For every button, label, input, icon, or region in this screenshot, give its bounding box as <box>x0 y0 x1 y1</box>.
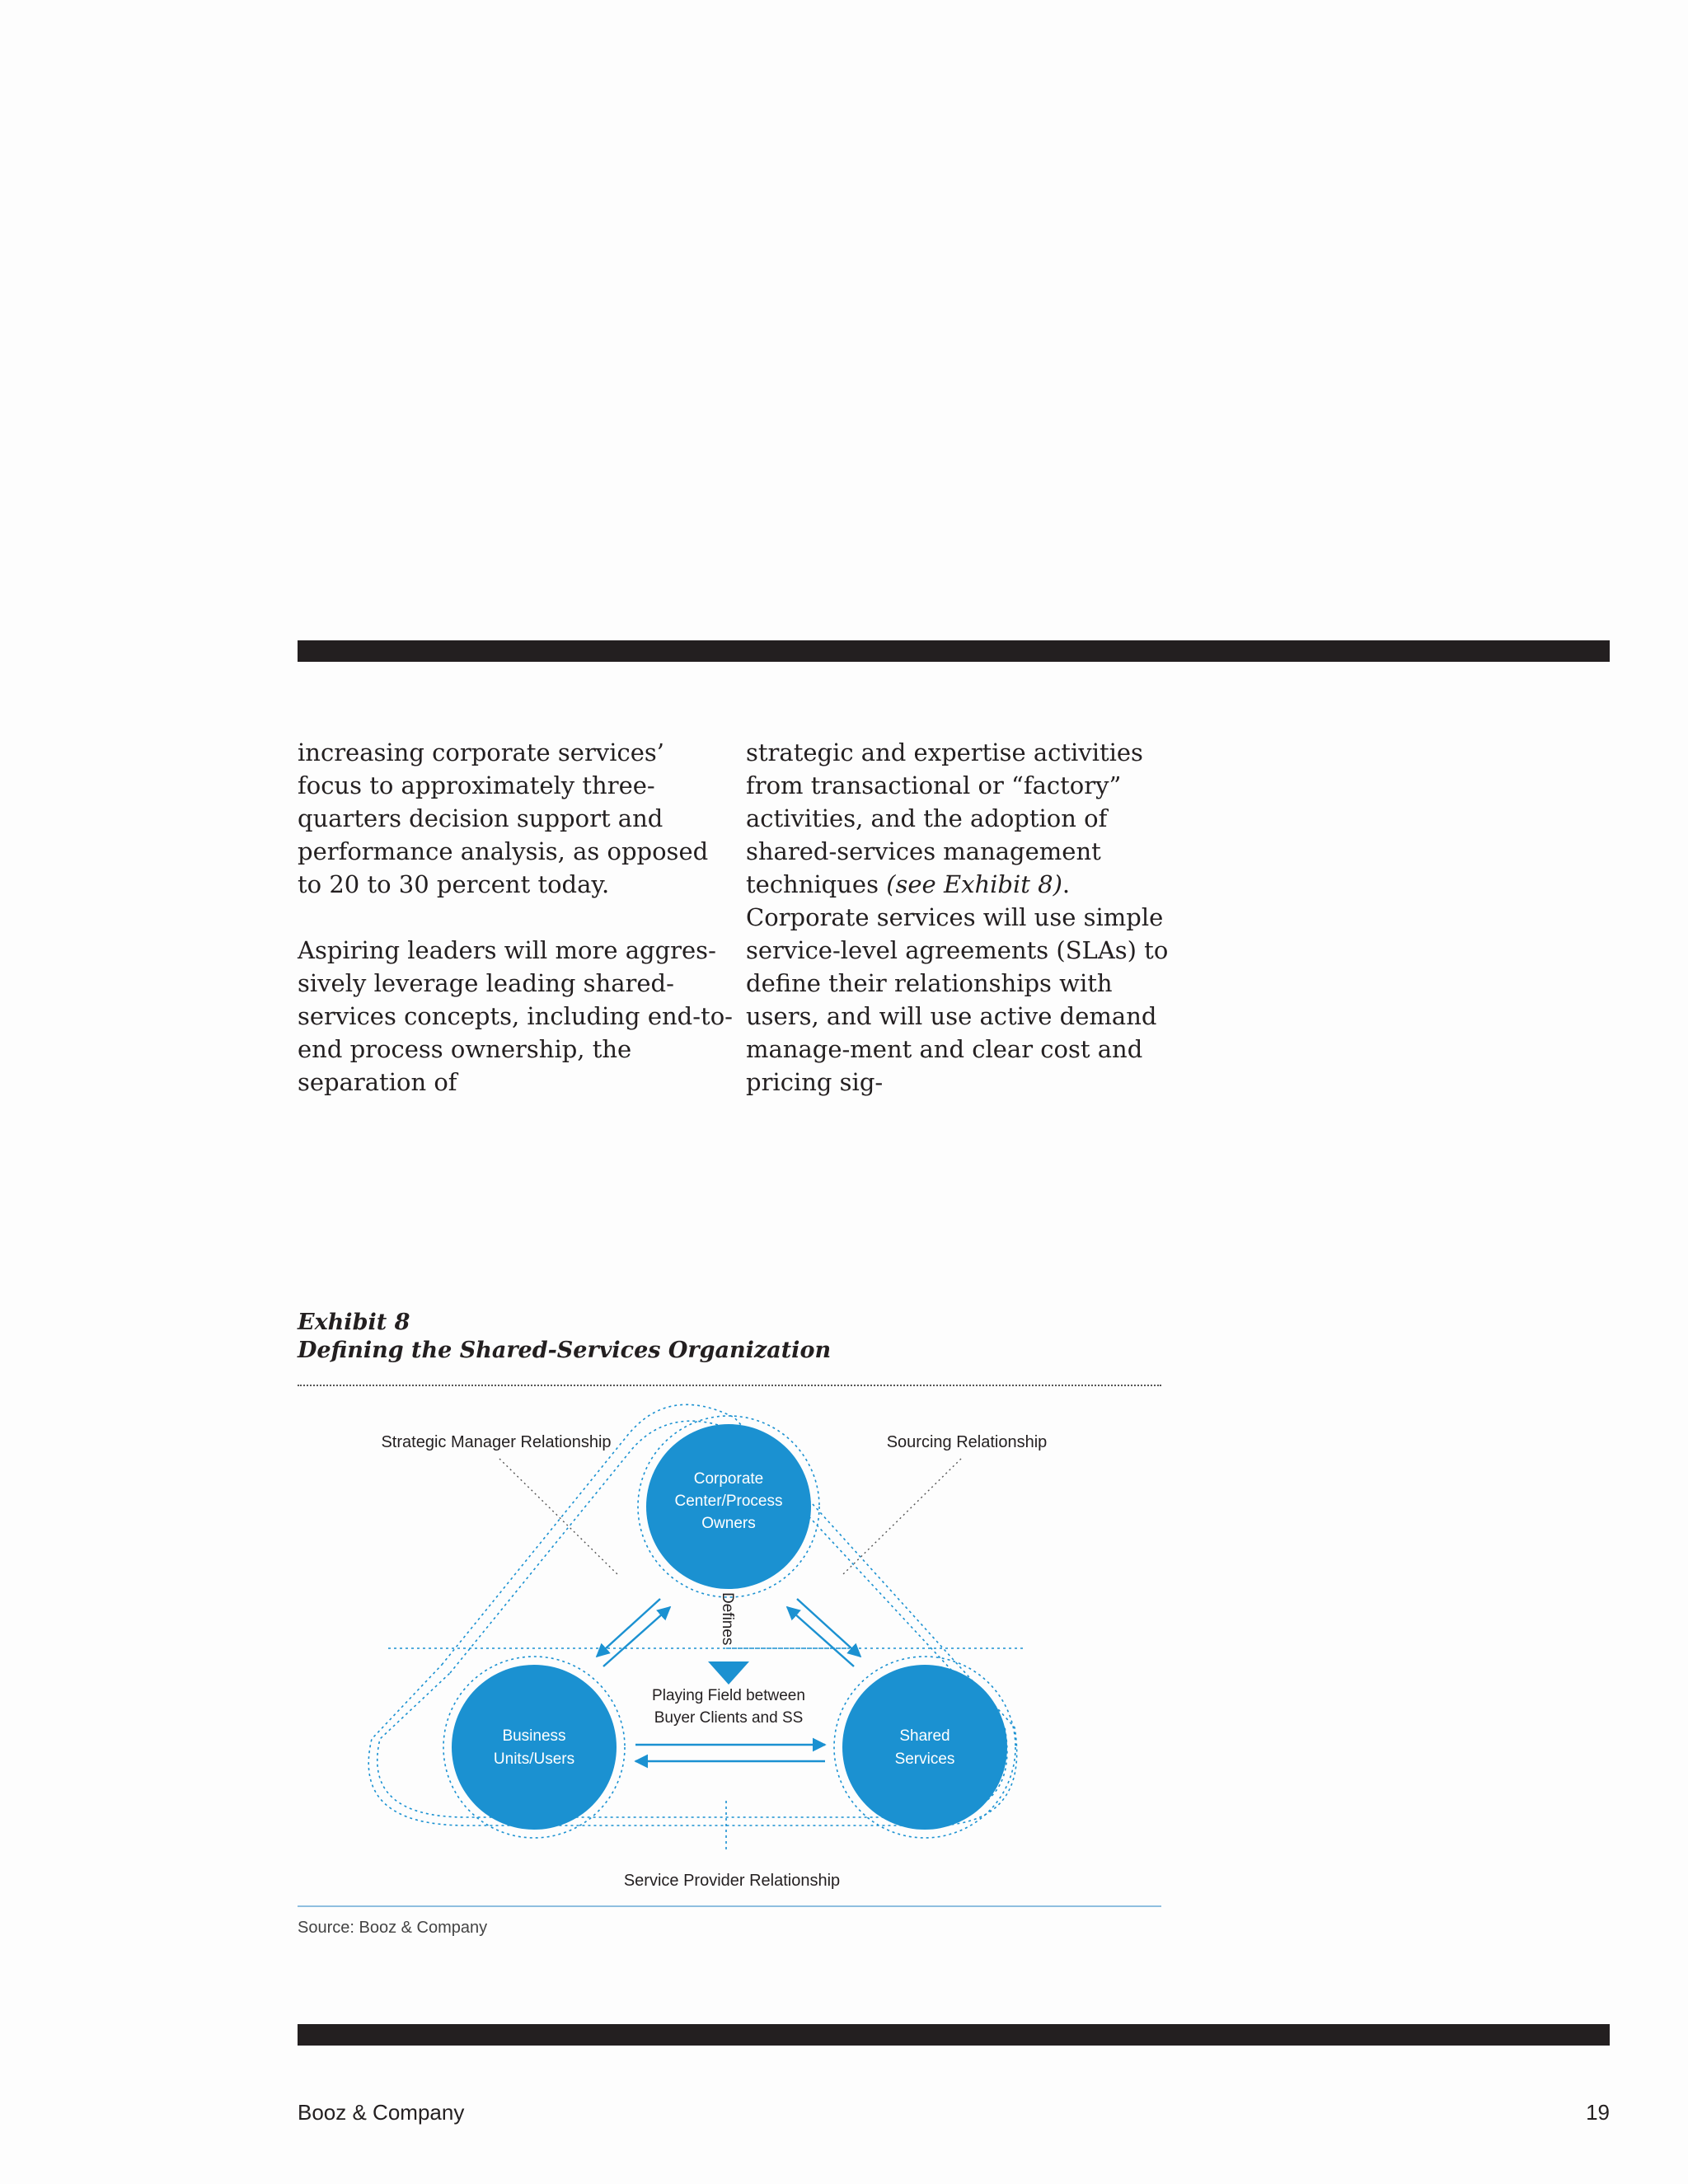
exhibit-reference: (see Exhibit 8) <box>886 870 1062 898</box>
source-note: Source: Booz & Company <box>298 1919 488 1937</box>
label-sourcing: Sourcing Relationship <box>886 1433 1048 1451</box>
paragraph-3-part-1: strategic and expertise activities from transactional or “factory” activities, and the adoption of shared-services management techniques <box>746 738 1143 898</box>
exhibit-heading <box>298 1309 831 1365</box>
paragraph-3 <box>746 736 1183 1099</box>
bottom-rule <box>298 2024 1610 2046</box>
node-right-line-1: Shared <box>899 1727 950 1745</box>
paragraph-1: increasing corporate services’ focus to approximately three-quarters decision support and performance analysis, as opposed to 20 to 30 percent today. <box>298 738 709 898</box>
shared-services-diagram <box>298 1401 1161 1896</box>
node-left-line-2: Units/Users <box>493 1750 575 1768</box>
arrows-top-left <box>597 1599 670 1666</box>
node-corporate-center <box>638 1416 819 1597</box>
paragraph-3-part-2: . Corporate services will use simple service-level agreements (SLAs) to define their relationships with users, and will use active demand manage-ment and clear cost and pricing sig- <box>746 870 1169 1096</box>
node-top-line-1: Corporate <box>693 1470 764 1488</box>
node-right-line-2: Services <box>894 1750 955 1768</box>
label-strategic-manager: Strategic Manager Relationship <box>381 1433 612 1451</box>
node-shared-services <box>834 1657 1015 1838</box>
node-business-units <box>443 1657 625 1838</box>
node-left-line-1: Business <box>502 1727 566 1745</box>
arrows-left-right <box>635 1745 825 1761</box>
paragraph-2: Aspiring leaders will more aggres-sively leverage leading shared-services concepts, including end-to-end process ownership, the separation of <box>298 936 733 1096</box>
body-column-left <box>298 736 734 1099</box>
node-top-line-3: Owners <box>701 1515 756 1532</box>
defines-arrowhead <box>708 1661 749 1685</box>
page-number: 19 <box>1586 2100 1610 2125</box>
playing-field-line-2: Buyer Clients and SS <box>654 1709 804 1727</box>
exhibit-dotted-rule <box>298 1385 1161 1386</box>
label-defines: Defines <box>719 1592 736 1646</box>
playing-field-line-1: Playing Field between <box>652 1687 805 1704</box>
label-service-provider: Service Provider Relationship <box>623 1872 841 1890</box>
footer-company: Booz & Company <box>298 2100 465 2125</box>
arrows-top-right <box>787 1599 860 1666</box>
top-rule <box>298 640 1610 662</box>
node-top-line-2: Center/Process <box>674 1493 783 1510</box>
exhibit-number: Exhibit 8 <box>298 1310 410 1335</box>
source-rule <box>298 1905 1161 1907</box>
exhibit-title: Defining the Shared-Services Organization <box>298 1338 832 1363</box>
body-column-right <box>746 736 1183 1099</box>
